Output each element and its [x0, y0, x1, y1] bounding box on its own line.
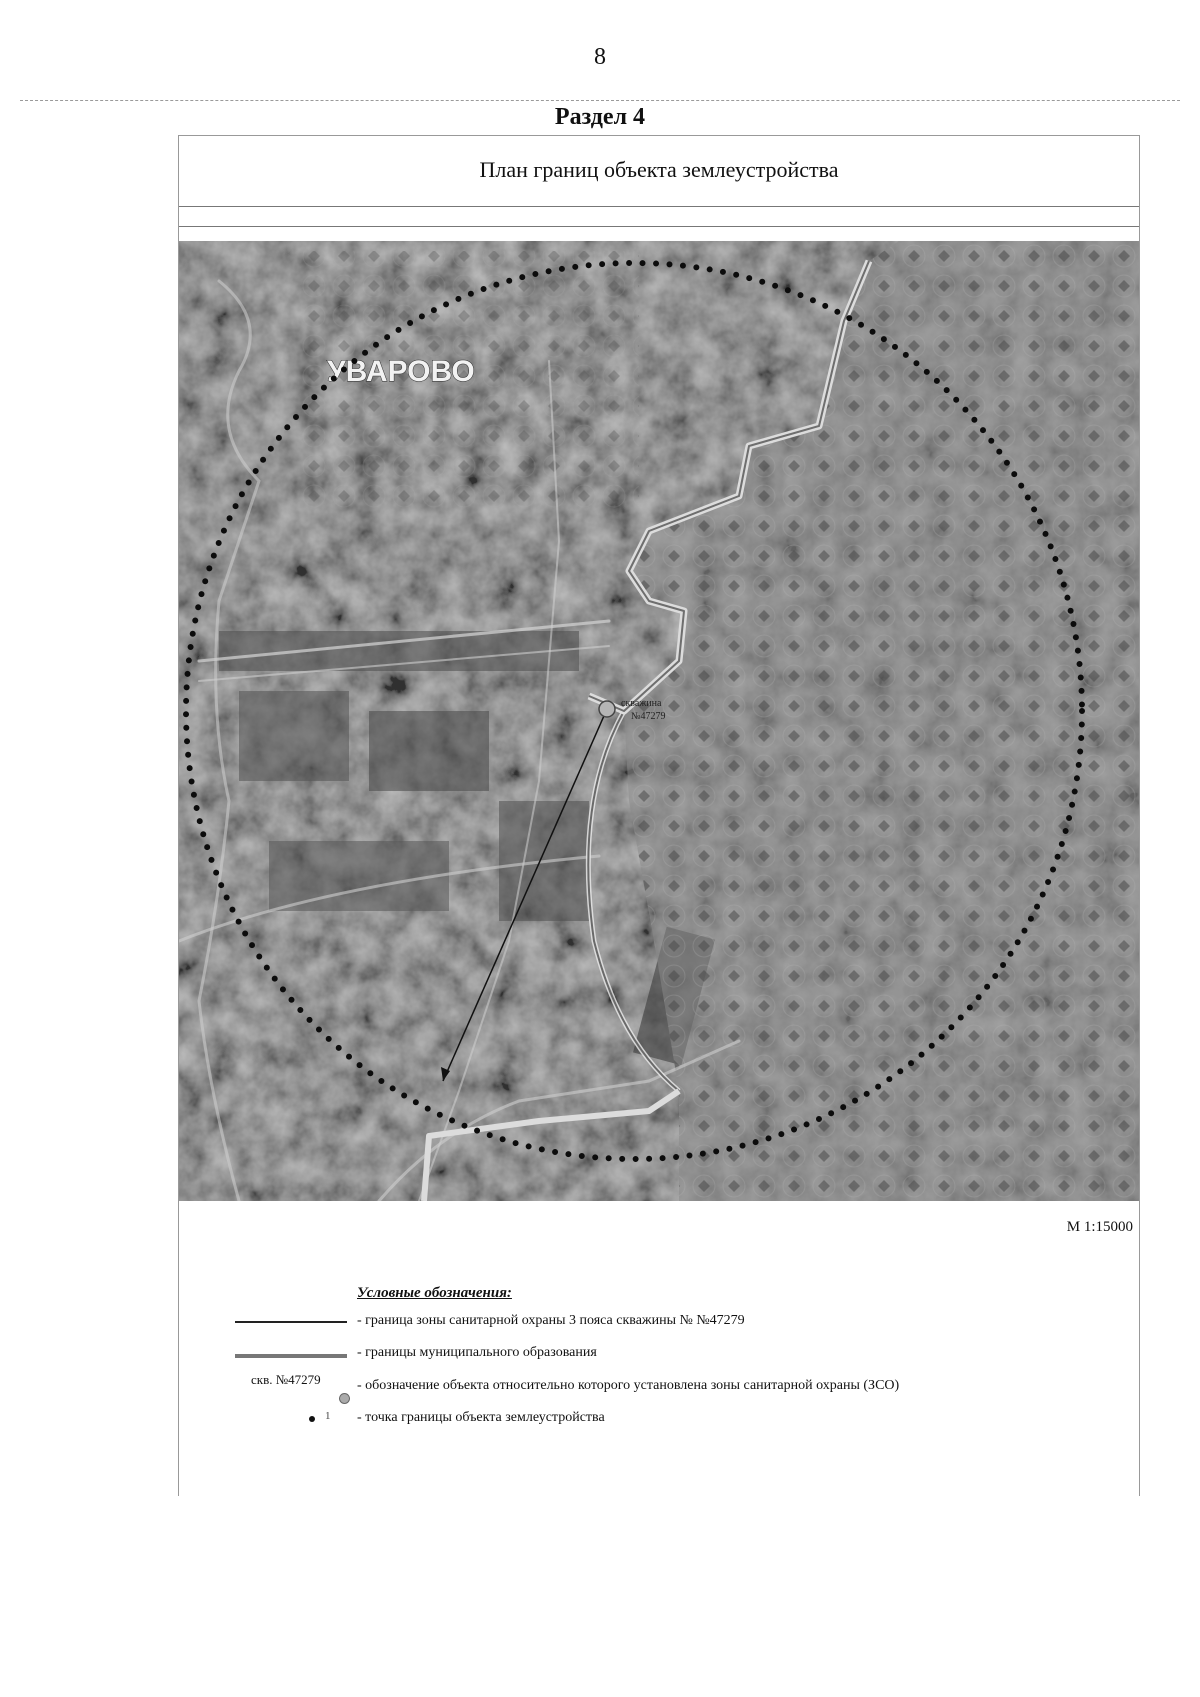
plan-sub-row	[179, 206, 1139, 227]
legend-symbol-solid-line	[235, 1321, 347, 1323]
map-canvas	[179, 241, 1139, 1201]
legend-text: - границы муниципального образования	[357, 1345, 597, 1360]
well-label: скважина	[621, 698, 662, 709]
top-divider	[20, 100, 1180, 101]
legend-point-dot-icon	[309, 1416, 315, 1422]
legend-well-circle-icon	[339, 1393, 350, 1404]
page-number: 8	[594, 44, 606, 70]
legend-symbol-label: 1	[325, 1410, 331, 1422]
plan-title: План границ объекта землеустройства	[479, 157, 839, 182]
plan-header	[179, 136, 1139, 207]
well-marker-icon[interactable]	[599, 701, 615, 717]
well-number-label: №47279	[631, 711, 666, 722]
legend-symbol-gray-line	[235, 1354, 347, 1358]
map-view[interactable]	[179, 241, 1139, 1201]
legend-text: - обозначение объекта относительно которого установлена зоны санитарной охраны (ЗСО)	[357, 1378, 900, 1393]
legend-text: - граница зоны санитарной охраны 3 пояса скважины № №47279	[357, 1313, 745, 1328]
legend-title: Условные обозначения:	[357, 1285, 512, 1301]
legend-text: - точка границы объекта землеустройства	[357, 1410, 605, 1425]
map-scale: М 1:15000	[1066, 1219, 1133, 1235]
section-title: Раздел 4	[554, 104, 646, 130]
plan-frame	[178, 135, 1140, 1496]
legend-symbol-label: скв. №47279	[251, 1372, 321, 1387]
town-label: УВАРОВО	[327, 355, 475, 388]
